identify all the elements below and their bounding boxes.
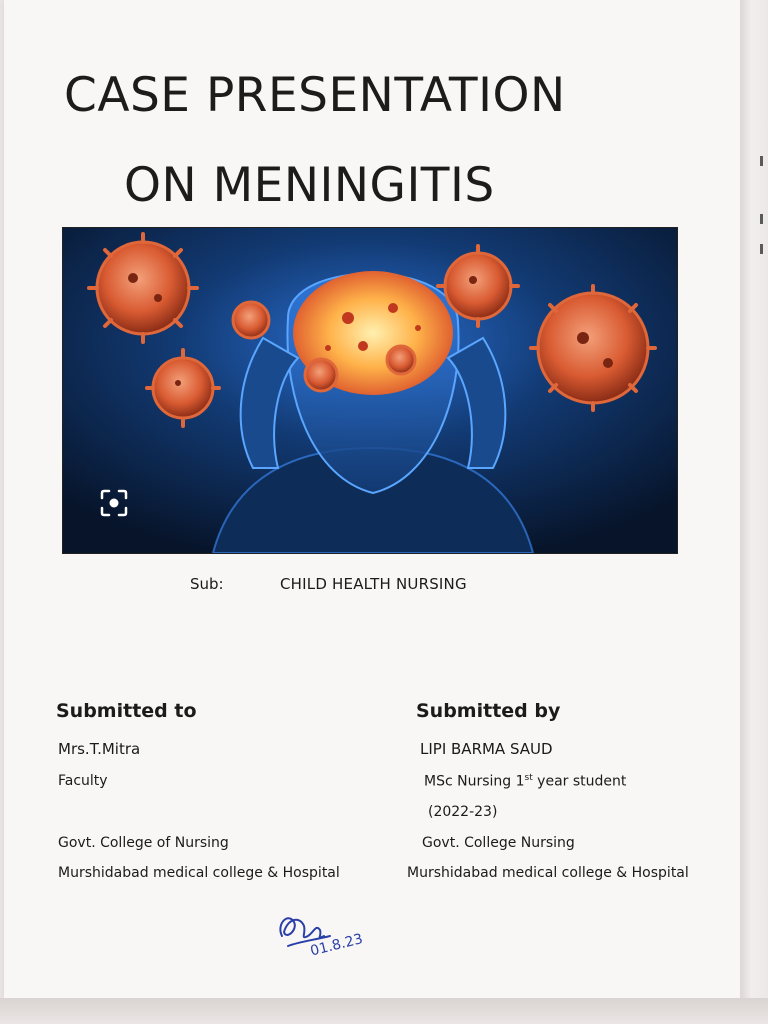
title-line-2: ON MENINGITIS — [124, 158, 495, 213]
course-prefix: MSc Nursing 1 — [424, 773, 525, 790]
course-sup: st — [524, 773, 533, 783]
adjacent-page-edge — [740, 0, 768, 1024]
subject-label: Sub: — [190, 575, 224, 593]
submitted-to-name: Mrs.T.Mitra — [58, 740, 141, 758]
lens-scan-icon[interactable] — [99, 488, 129, 518]
submitted-by-institution: Govt. College Nursing — [422, 835, 575, 851]
bottom-surface — [0, 998, 768, 1024]
submitted-by-hospital: Murshidabad medical college & Hospital — [407, 865, 689, 881]
title-line-1: CASE PRESENTATION — [64, 68, 566, 123]
submitted-to-heading: Submitted to — [56, 700, 197, 722]
submitted-by-heading: Submitted by — [416, 700, 561, 722]
submitted-by-session: (2022-23) — [428, 804, 498, 820]
document-page — [4, 0, 740, 998]
submitted-to-institution: Govt. College of Nursing — [58, 835, 229, 851]
submitted-by-course — [424, 773, 626, 790]
submitted-to-hospital: Murshidabad medical college & Hospital — [58, 865, 340, 881]
edge-mark — [760, 214, 763, 224]
course-suffix: year student — [532, 773, 627, 790]
submitted-by-name: LIPI BARMA SAUD — [420, 740, 553, 758]
meningitis-illustration — [62, 227, 678, 554]
edge-mark — [760, 156, 763, 166]
subject-value: CHILD HEALTH NURSING — [280, 575, 467, 593]
signature-date: 01.8.23 — [308, 931, 365, 960]
signature — [274, 906, 384, 970]
submitted-to-role: Faculty — [58, 773, 108, 789]
edge-mark — [760, 244, 763, 254]
